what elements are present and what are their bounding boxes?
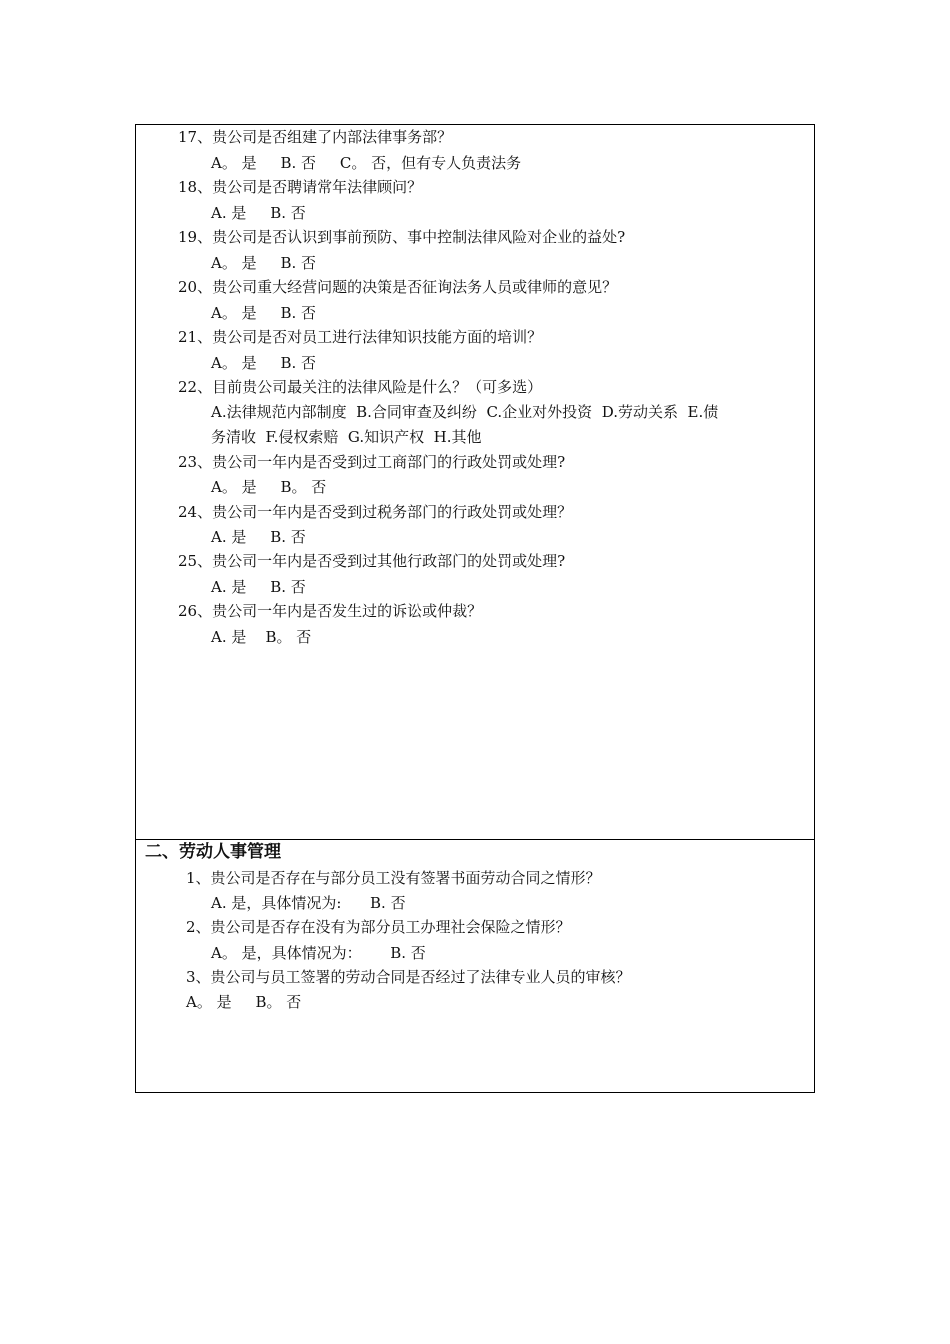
question-26: 26、贵公司一年内是否发生过的诉讼或仲裁？ (178, 602, 483, 620)
options-21: A。 是 B. 否 (211, 354, 317, 372)
questionnaire-section-legal (135, 124, 815, 840)
options-22-line1: A.法律规范内部制度 B.合同审查及纠纷 C.企业对外投资 D.劳动关系 E.债 (211, 403, 719, 421)
question-18: 18、贵公司是否聘请常年法律顾问？ (178, 178, 423, 196)
questionnaire-section-labor (135, 839, 815, 1093)
labor-options-1: A. 是，具体情况为: B. 否 (211, 894, 406, 912)
labor-question-3: 3、贵公司与员工签署的劳动合同是否经过了法律专业人员的审核？ (186, 968, 631, 986)
question-20: 20、贵公司重大经营问题的决策是否征询法务人员或律师的意见？ (178, 278, 618, 296)
options-22-line2: 务清收 F.侵权索赔 G.知识产权 H.其他 (211, 428, 482, 446)
section-title: 二、劳动人事管理 (145, 842, 281, 862)
question-22: 22、目前贵公司最关注的法律风险是什么？（可多选） (178, 378, 543, 396)
question-17: 17、贵公司是否组建了内部法律事务部？ (178, 128, 453, 146)
options-25: A. 是 B. 否 (211, 578, 306, 596)
labor-question-2: 2、贵公司是否存在没有为部分员工办理社会保险之情形？ (186, 918, 571, 936)
options-20: A。 是 B. 否 (211, 304, 317, 322)
labor-options-2: A。 是，具体情况为： B. 否 (211, 944, 426, 962)
options-24: A. 是 B. 否 (211, 528, 306, 546)
options-26: A. 是 B。 否 (211, 628, 312, 646)
question-21: 21、贵公司是否对员工进行法律知识技能方面的培训？ (178, 328, 543, 346)
question-25: 25、贵公司一年内是否受到过其他行政部门的处罚或处理? (178, 552, 566, 570)
options-19: A。 是 B. 否 (211, 254, 317, 272)
question-23: 23、贵公司一年内是否受到过工商部门的行政处罚或处理? (178, 453, 566, 471)
labor-options-3: A。 是 B。 否 (186, 993, 302, 1011)
options-23: A。 是 B。 否 (211, 478, 327, 496)
labor-question-1: 1、贵公司是否存在与部分员工没有签署书面劳动合同之情形？ (186, 869, 601, 887)
question-24: 24、贵公司一年内是否受到过税务部门的行政处罚或处理？ (178, 503, 573, 521)
question-19: 19、贵公司是否认识到事前预防、事中控制法律风险对企业的益处? (178, 228, 626, 246)
options-18: A. 是 B. 否 (211, 204, 306, 222)
options-17: A。 是 B. 否 C。 否，但有专人负责法务 (211, 154, 522, 172)
